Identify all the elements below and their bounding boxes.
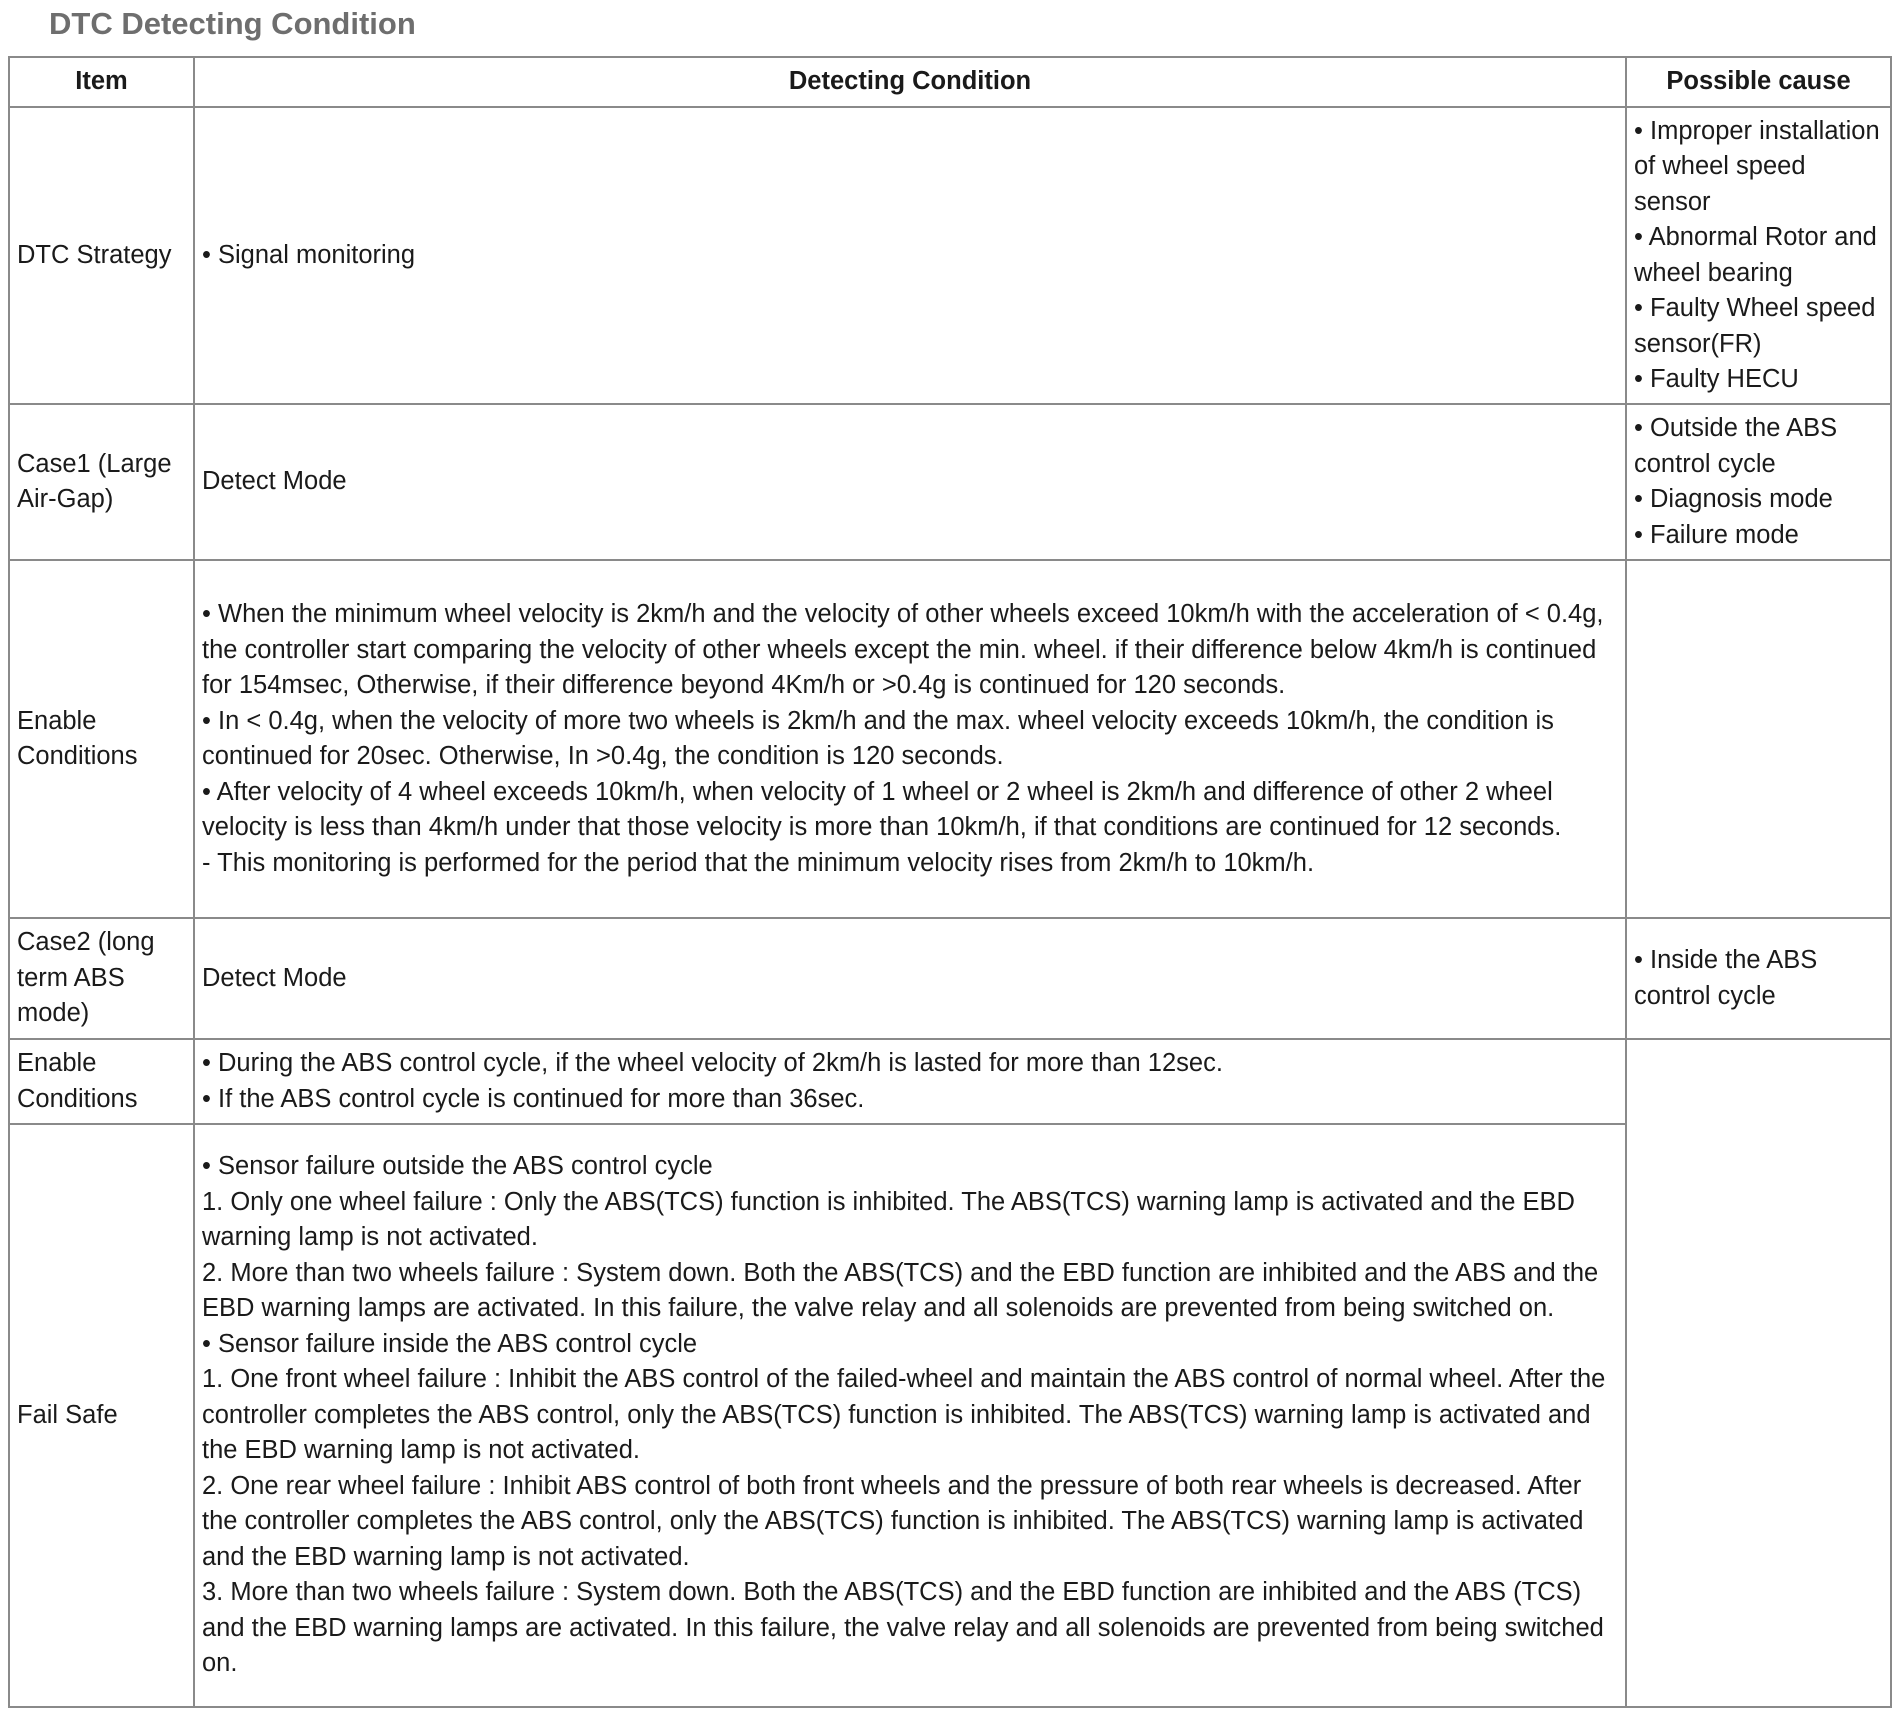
condition-line: • Sensor failure outside the ABS control cycle	[202, 1152, 713, 1181]
condition-line: • If the ABS control cycle is continued for more than 36sec.	[202, 1084, 865, 1113]
cause-cell	[1626, 107, 1891, 404]
condition-cell	[194, 560, 1626, 918]
cause-line: • Abnormal Rotor and wheel bearing	[1634, 223, 1877, 287]
condition-line: 2. More than two wheels failure : System down. Both the ABS(TCS) and the EBD function are inhibited and the ABS and the EBD warning lamps are activated. In this failure, the valve relay and all solenoids are prevented from being switched on.	[202, 1258, 1599, 1323]
table-row	[9, 560, 1891, 918]
condition-line: • When the minimum wheel velocity is 2km/h and the velocity of other wheels exceed 10km/h with the acceleration of < 0.4g, the controller start comparing the velocity of other wheels except the min. wheel. if their difference below 4km/h is continued for 154msec, Otherwise, if their difference beyond 4Km/h or >0.4g is continued for 120 seconds.	[202, 600, 1604, 699]
item-cell: Enable Conditions	[9, 1039, 194, 1124]
condition-cell	[194, 918, 1626, 1039]
condition-line: 3. More than two wheels failure : System down. Both the ABS(TCS) and the EBD function are inhibited and the ABS (TCS) and the EBD warning lamps are activated. In this failure, the valve relay and all solenoids are prevented from being switched on.	[202, 1578, 1604, 1678]
cause-line: • Faulty Wheel speed sensor(FR)	[1634, 294, 1876, 358]
condition-line: • Sensor failure inside the ABS control cycle	[202, 1329, 698, 1358]
cause-line: • Diagnosis mode	[1634, 485, 1833, 513]
table-header-row	[9, 57, 1891, 107]
condition-line: 1. Only one wheel failure : Only the ABS(TCS) function is inhibited. The ABS(TCS) warning lamp is activated and the EBD warning lamp is not activated.	[202, 1187, 1575, 1252]
condition-line: • During the ABS control cycle, if the wheel velocity of 2km/h is lasted for more than 12sec.	[202, 1049, 1223, 1077]
header-possible-cause: Possible cause	[1626, 57, 1891, 107]
cause-line: • Failure mode	[1634, 520, 1799, 549]
cause-cell	[1626, 404, 1891, 560]
condition-cell	[194, 1124, 1626, 1707]
condition-line: Detect Mode	[202, 963, 347, 992]
condition-line: 1. One front wheel failure : Inhibit the ABS control of the failed-wheel and maintain the ABS control of normal wheel. After the controller completes the ABS control, only the ABS(TCS) function is inhibited. The ABS(TCS) warning lamp is activated and the EBD warning lamp is not activated.	[202, 1365, 1606, 1465]
table-row	[9, 918, 1891, 1039]
table-row	[9, 1124, 1891, 1707]
cause-cell	[1626, 560, 1891, 918]
dtc-condition-table	[8, 56, 1892, 1708]
item-cell: Enable Conditions	[9, 560, 194, 918]
table-row	[9, 1039, 1891, 1124]
item-cell: Case1 (Large Air-Gap)	[9, 404, 194, 560]
condition-cell	[194, 1039, 1626, 1124]
cause-line: • Faulty HECU	[1634, 365, 1799, 393]
cause-line: • Improper installation of wheel speed sensor	[1634, 116, 1880, 216]
item-cell: DTC Strategy	[9, 107, 194, 404]
table-row	[9, 404, 1891, 560]
condition-line: • Signal monitoring	[202, 240, 416, 269]
page-title: DTC Detecting Condition	[49, 6, 416, 41]
condition-cell	[194, 404, 1626, 560]
table-row	[9, 107, 1891, 404]
condition-line: Detect Mode	[202, 467, 347, 496]
cause-line: • Inside the ABS control cycle	[1634, 946, 1818, 1010]
cause-cell	[1626, 918, 1891, 1039]
header-item: Item	[9, 57, 194, 107]
condition-line: • In < 0.4g, when the velocity of more two wheels is 2km/h and the max. wheel velocity exceeds 10km/h, the condition is continued for 20sec. Otherwise, In >0.4g, the condition is 120 seconds.	[202, 706, 1554, 770]
condition-line: - This monitoring is performed for the period that the minimum velocity rises from 2km/h to 10km/h.	[202, 848, 1315, 877]
cause-line: • Outside the ABS control cycle	[1634, 414, 1838, 478]
condition-line: • After velocity of 4 wheel exceeds 10km/h, when velocity of 1 wheel or 2 wheel is 2km/h and difference of other 2 wheel velocity is less than 4km/h under that those velocity is more than 10km/h, if that conditions are continued for 12 seconds.	[202, 777, 1562, 841]
condition-cell	[194, 107, 1626, 404]
cause-cell-merged	[1626, 1039, 1891, 1707]
header-detecting-condition: Detecting Condition	[194, 57, 1626, 107]
item-cell: Fail Safe	[9, 1124, 194, 1707]
item-cell: Case2 (long term ABS mode)	[9, 918, 194, 1039]
condition-line: 2. One rear wheel failure : Inhibit ABS control of both front wheels and the pressure of both rear wheels is decreased. After the controller completes the ABS control, only the ABS(TCS) function is inhibited. The ABS(TCS) warning lamp is activated and the EBD warning lamp is not activated.	[202, 1471, 1584, 1571]
